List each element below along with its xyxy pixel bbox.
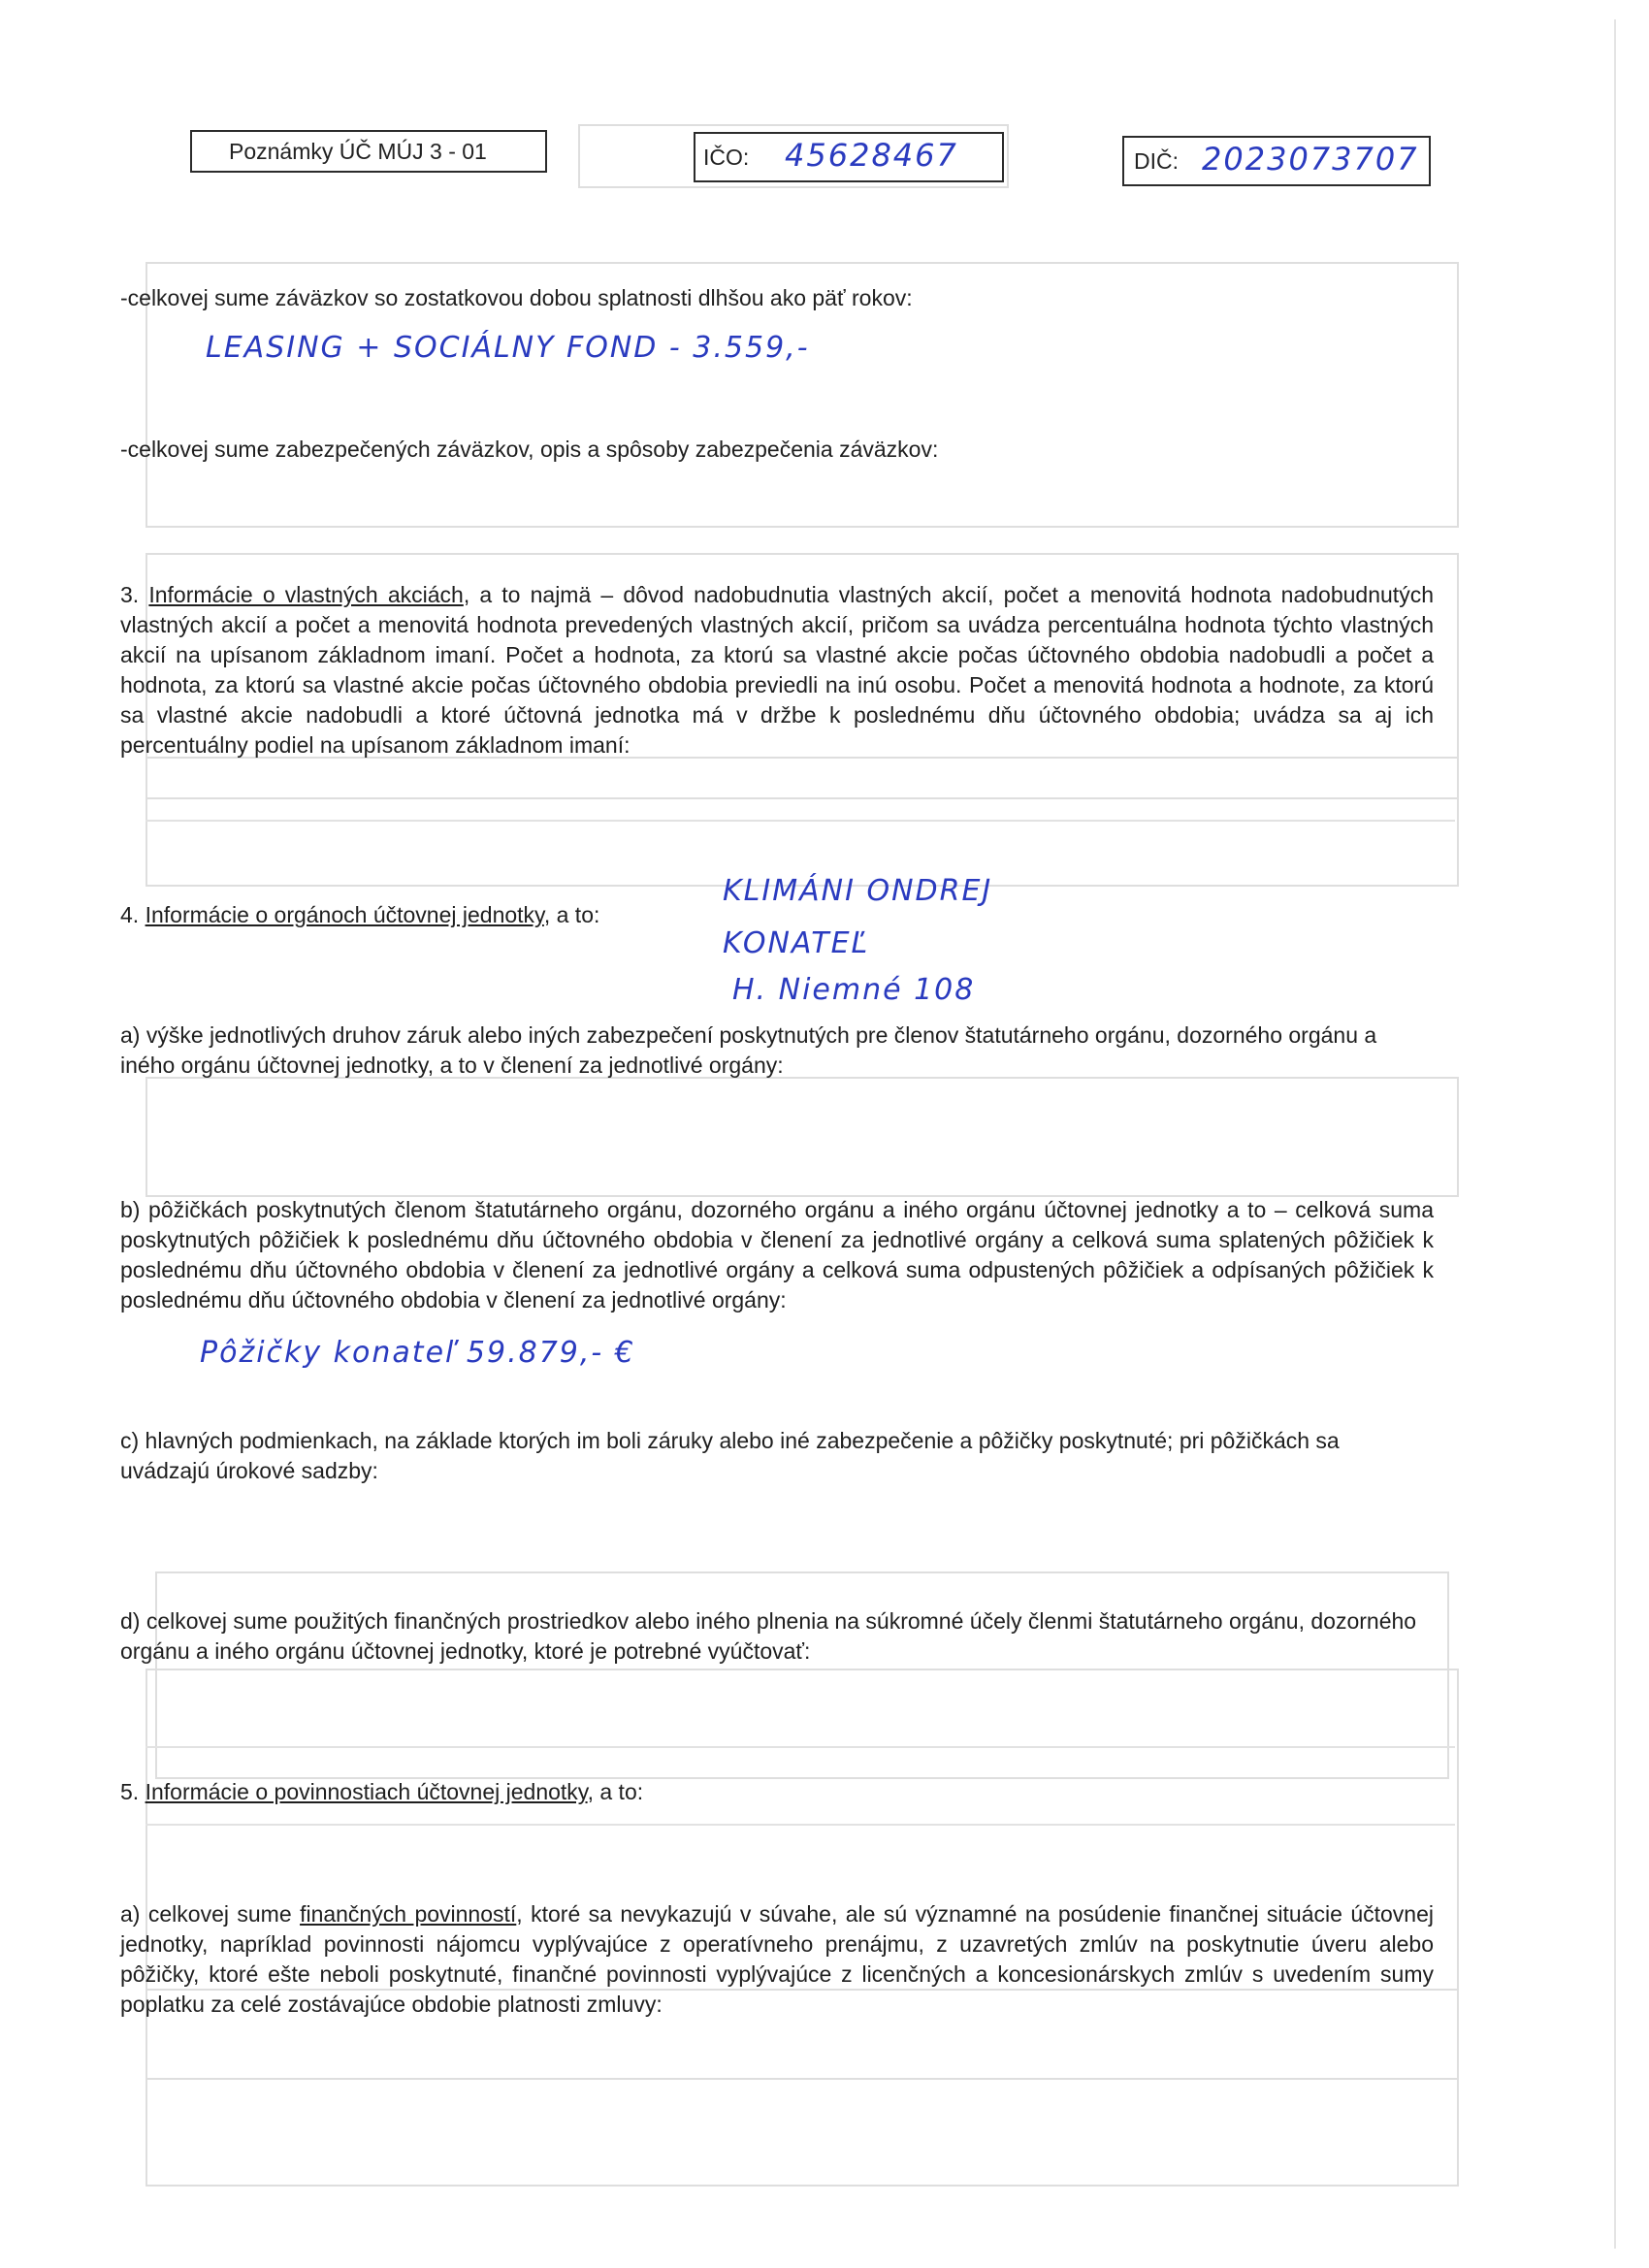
ghost-box [146,1077,1459,1197]
ghost-line [146,1824,1455,1826]
section5-heading [120,1777,896,1807]
ico-value-handwritten: 45628467 [785,137,958,174]
section5-suffix: , a to: [587,1779,644,1804]
dic-label: DIČ: [1134,148,1179,174]
section4-number: 4. [120,902,140,927]
section3-text: , a to najmä – dôvod nadobudnutia vlastných akcií, počet a menovitá hodnota nadobudnutých vlastných akcií a počet a menovitá hodnota prevedených vlastných akcií, pričom sa uvádza percentuálna hodnota týchto vlastných akcií na upísanom základnom imaní. Počet a hodnota, za ktorú sa vlastné akcie počas účtovného obdobia nadobudli a počet a hodnota, za ktorú sa vlastné akcie počas účtovného obdobia previedli na inú osobu. Počet a menovitá hodnota a hodnote, za ktorú sa vlastné akcie nadobudli a ktoré účtovná jednotka má v držbe k poslednému dňu účtovného obdobia; uvádza sa aj ich percentuálny podiel na upísanom základnom imaní: [120,582,1434,758]
section3-title: Informácie o vlastných akciách [148,582,464,607]
ghost-line [146,820,1455,822]
ghost-box [146,757,1459,887]
section3-paragraph [120,580,1434,761]
section5-a-prefix: a) celkovej sume [120,1901,301,1927]
section3-number: 3. [120,582,140,607]
section4-handwritten-role: KONATEĽ [723,926,870,960]
notes-label-box [190,130,547,173]
section5-a-link: finančných povinností [300,1901,517,1927]
section4-heading [120,900,702,930]
section5-number: 5. [120,1779,140,1804]
section4-c-text: c) hlavných podmienkach, na základe ktorých im boli záruky alebo iné zabezpečenie a pôžičky poskytnuté; pri pôžičkách sa uvádzajú úrokové sadzby: [120,1428,1340,1483]
section5-a-paragraph [120,1899,1434,2020]
section5-title: Informácie o povinnostiach účtovnej jednotky [145,1779,588,1804]
section4-a-text: a) výške jednotlivých druhov záruk alebo iných zabezpečení poskytnutých pre členov štatutárneho orgánu, dozorného orgánu a iného orgánu účtovnej jednotky, a to v členení za jednotlivé orgány: [120,1022,1377,1078]
section4-handwritten-name: KLIMÁNI ONDREJ [723,874,993,908]
long-term-liabilities-text: -celkovej sume záväzkov so zostatkovou dobou splatnosti dlhšou ako päť rokov: [120,285,913,310]
long-term-liabilities-handwritten: LEASING + SOCIÁLNY FOND - 3.559,- [206,331,810,365]
ghost-line [146,1746,1455,1748]
section4-handwritten-address: H. Niemné 108 [732,973,976,1007]
dic-value-handwritten: 2023073707 [1202,141,1419,178]
section5-a-text: , ktoré sa nevykazujú v súvahe, ale sú významné na posúdenie finančnej situácie účtovnej jednotky, napríklad povinnosti nájomcu vyplývajúce z operatívneho prenájmu, z uzavretých zmlúv na poskytnutie úveru alebo pôžičky, ktoré ešte neboli poskytnuté, finančné povinnosti vyplývajúce z licenčných a koncesionárskych zmlúv s uvedením sumy poplatku za celé zostávajúce obdobie platnosti zmluvy: [120,1901,1434,2017]
notes-label: Poznámky ÚČ MÚJ 3 - 01 [229,139,487,164]
ico-box [694,132,1004,182]
secured-liabilities-text: -celkovej sume zabezpečených záväzkov, opis a spôsoby zabezpečenia záväzkov: [120,437,939,462]
section4-b-text: b) pôžičkách poskytnutých členom štatutárneho orgánu, dozorného orgánu a iného orgánu účtovnej jednotky a to – celková suma poskytnutých pôžičiek k poslednému dňu účtovného obdobia v členení za jednotlivé orgány a celková suma splatených pôžičiek k poslednému dňu účtovného obdobia v členení za jednotlivé orgány a celková suma odpustených pôžičiek a odpísaných pôžičiek k poslednému dňu účtovného obdobia v členení za jednotlivé orgány: [120,1197,1434,1312]
section4-title: Informácie o orgánoch účtovnej jednotky [145,902,544,927]
ico-label: IČO: [703,145,750,170]
section4-suffix: , a to: [543,902,600,927]
dic-box [1122,136,1431,186]
page-edge-line [1614,19,1616,2249]
section4-b-handwritten: Pôžičky konateľ 59.879,- € [200,1336,635,1370]
section4-d-text: d) celkovej sume použitých finančných prostriedkov alebo iného plnenia na súkromné účely členmi štatutárneho orgánu, dozorného orgánu a iného orgánu účtovnej jednotky, ktoré je potrebné vyúčtovať: [120,1608,1417,1664]
